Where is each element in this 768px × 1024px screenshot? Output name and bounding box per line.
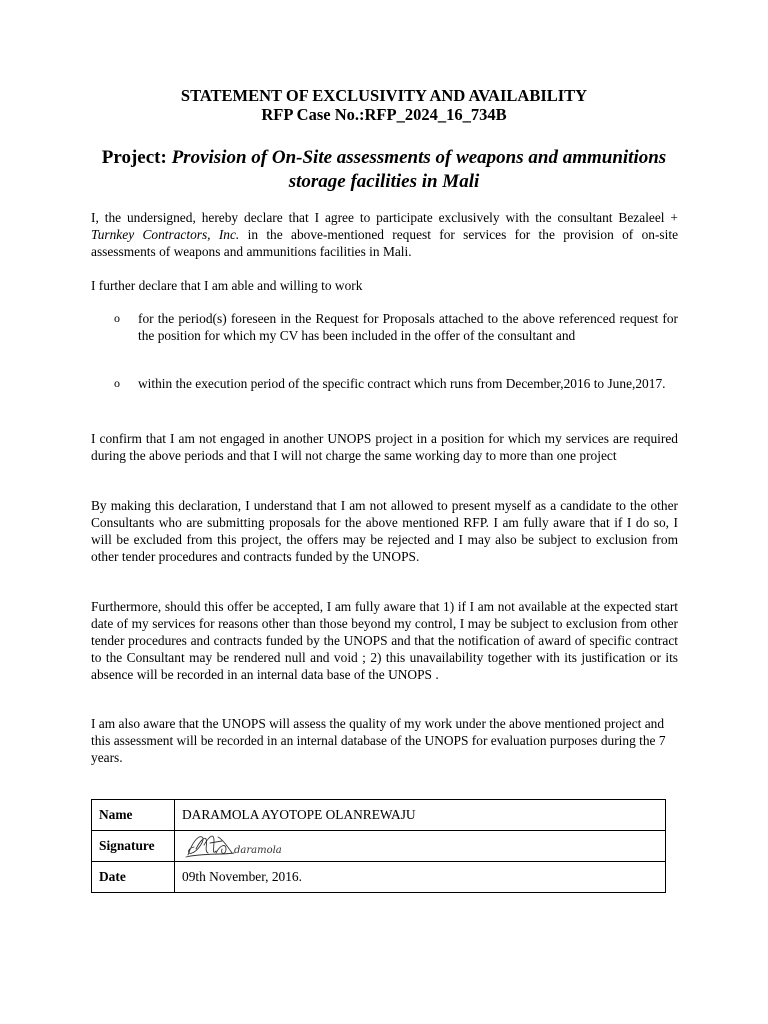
aware-paragraph: I am also aware that the UNOPS will assess the quality of my work under the above mentioned project and this assessment will be recorded in an internal database of the UNOPS for evaluation purposes during the 7 years. [91,716,666,765]
table-row [92,831,666,862]
project-label: Project: [101,147,172,168]
bullet-text: within the execution period of the specific contract which runs from December,2016 to June,2017. [138,376,666,391]
date-value: 09th November, 2016. [175,862,666,893]
intro-text-1: I, the undersigned, hereby declare that I agree to participate exclusively with the consultant Bezaleel + [91,210,678,225]
table-row [92,862,666,893]
name-value: DARAMOLA AYOTOPE OLANREWAJU [175,800,666,831]
name-label: Name [92,800,175,831]
document-title: STATEMENT OF EXCLUSIVITY AND AVAILABILITY [180,86,588,105]
further-declare-paragraph: I further declare that I am able and willing to work [91,278,363,293]
bullet-circle-icon: o [114,376,120,390]
project-heading [90,146,678,194]
declaration-paragraph: By making this declaration, I understand that I am not allowed to present myself as a candidate to the other Consultants who are submitting proposals for the above mentioned RFP. I am fully aware that if I do so, I will be excluded from this project, the offers may be rejected and I may also be subject to exclusion from other tender procedures and contracts funded by the UNOPS. [91,498,678,564]
project-title: Provision of On-Site assessments of weapons and ammunitions storage facilities in Mali [171,147,667,192]
company-name: Turnkey Contractors, Inc. [91,227,240,242]
signature-label: Signature [92,831,175,862]
signature-script: daramola [234,845,282,856]
confirm-paragraph: I confirm that I am not engaged in another UNOPS project in a position for which my services are required during the above periods and that I will not charge the same working day to more than one project [91,431,678,463]
intro-paragraph [91,209,678,260]
furthermore-paragraph: Furthermore, should this offer be accepted, I am fully aware that 1) if I am not available at the expected start date of my services for reasons other than those beyond my control, I may be subject to exclusion from other tender procedures and contracts funded by the UNOPS and that the notification of award of specific contract to the Consultant may be rendered null and void ; 2) this unavailability together with its justification or its absence will be recorded in an internal data base of the UNOPS . [91,599,678,682]
signature-table [91,799,666,893]
signature-image [182,831,302,861]
intro-text-2: in the above-mentioned request for services for the provision of on-site assessments of weapons and ammunitions facilities in Mali. [91,227,679,259]
signature-cell [175,831,666,862]
rfp-case-number: RFP Case No.:RFP_2024_16_734B [261,105,507,124]
date-label: Date [92,862,175,893]
bullet-circle-icon: o [114,311,120,325]
bullet-text: for the period(s) foreseen in the Request for Proposals attached to the above referenced request for the position for which my CV has been included in the offer of the consultant and [138,311,678,343]
table-row [92,800,666,831]
